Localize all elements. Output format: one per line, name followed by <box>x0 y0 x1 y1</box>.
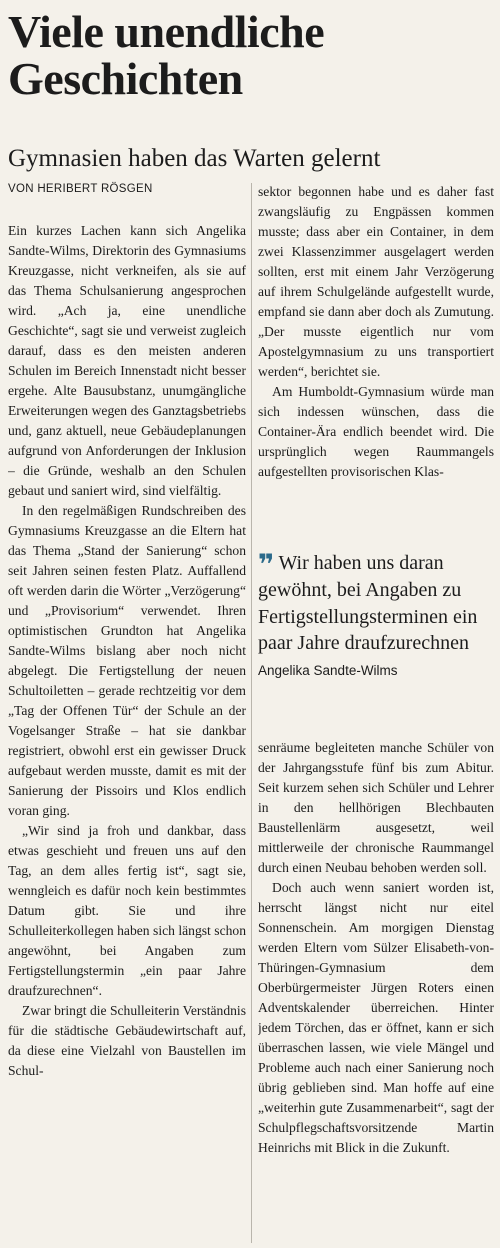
pull-quote-text: Wir haben uns daran gewöhnt, bei Angaben zu Fertigstellungsterminen ein paar Jahre draufzurechnen <box>258 552 478 654</box>
article-column-left <box>8 221 246 1245</box>
article-subhead: Gymnasien haben das Warten gelernt <box>8 145 381 172</box>
pull-quote <box>258 550 494 678</box>
paragraph: Doch auch wenn saniert worden ist, herrscht längst nicht nur eitel Sonnenschein. Am morgigen Dienstag werden Eltern vom Sülzer Elisabeth-von-Thüringen-Gymnasium dem Oberbürgermeister Jürgen Roters einen Adventskalender überreichen. Hinter jedem Törchen, das er öffnet, kann er sich überraschen lassen, wie viele Mängel und Probleme auch nach einer Sanierung noch übrig geblieben sind. Man hoffe auf eine „weiterhin gute Zusammenarbeit“, sagt der Schulpflegschaftsvorsitzende Martin Heinrichs mit Blick in die Zukunft. <box>258 880 494 1155</box>
article-column-right-top <box>258 182 494 528</box>
paragraph: In den regelmäßigen Rundschreiben des Gymnasiums Kreuzgasse an die Eltern hat das Thema „Stand der Sanierung“ schon seit Jahren seinen festen Platz. Auffallend oft werden darin die Wörter „Verzögerung“ und „Provisorium“ verwendet. Ihren optimistischen Grundton hat Angelika Sandte-Wilms bislang aber noch nicht abgelegt. Die Fertigstellung der neuen Schultoiletten – gerade rechtzeitig vor dem „Tag der Offenen Tür“ der Schule an der Vogelsanger Straße – hat sie dankbar registriert, obwohl erst ein gewisser Druck aufgebaut werden musste, damit es mit der Sanierung der Pissoirs und Klos endlich voran ging. <box>8 503 246 818</box>
paragraph: „Wir sind ja froh und dankbar, dass etwas geschieht und freuen uns auf den Tag, an dem alles fertig ist“, sagt sie, wenngleich es dafür noch kein bestimmtes Datum gibt. Sie und ihre Schulleiterkollegen haben sich längst schon angewöhnt, bei Angaben zum Fertigstellungstermin „ein paar Jahre draufzurechnen“. <box>8 823 246 998</box>
column-divider <box>251 183 252 1243</box>
pull-quote-author: Angelika Sandte-Wilms <box>258 662 398 678</box>
paragraph: Ein kurzes Lachen kann sich Angelika Sandte-Wilms, Direktorin des Gymnasiums Kreuzgasse, nicht verkneifen, als sie auf das Thema Schulsanierung angesprochen wird. „Ach ja, eine unendliche Geschichte“, sagt sie und verweist zugleich darauf, dass es den meisten anderen Schulen im Bereich Innenstadt nicht besser ergehe. Alte Bausubstanz, unumgängliche Erweiterungen wegen des Ganztagsbetriebs und, ganz aktuell, neue Gebäudeplanungen aufgrund von Anforderungen der Inklusion – die Gründe, weshalb an den Schulen gebaut und saniert wird, sind vielfältig. <box>8 223 246 498</box>
pull-quote-text-wrapper <box>258 550 494 657</box>
paragraph: Am Humboldt-Gymnasium würde man sich indessen wünschen, dass die Container-Ära endlich beendet wird. Die ursprünglich wegen Raummangels aufgestellten provisorischen Klas- <box>258 384 494 479</box>
paragraph: sektor begonnen habe und es daher fast zwangsläufig zu Engpässen kommen musste; dass aber ein Container, in dem zwei Klassenzimmer ausgelagert werden sollten, erst mit einem Jahr Verzögerung auf ihrem Schulgelände aufgestellt wurde, empfand sie dann aber doch als Zumutung. „Der musste eigentlich nur vom Apostelgymnasium zu uns transportiert werden“, berichtet sie. <box>258 184 494 379</box>
paragraph: senräume begleiteten manche Schüler von der Jahrgangsstufe fünf bis zum Abitur. Seit kurzem sehen sich Schüler und Lehrer in den hellhörigen Blechbauten Baustellenlärm ausgesetzt, weil mittlerweile der chronische Raummangel durch einen Neubau behoben werden soll. <box>258 740 494 875</box>
article-byline: VON HERIBERT RÖSGEN <box>8 183 153 195</box>
quote-mark-icon: ❞ <box>258 548 275 581</box>
paragraph: Zwar bringt die Schulleiterin Verständnis für die städtische Gebäudewirtschaft auf, da diese eine Vielzahl von Baustellen im Schul- <box>8 1003 246 1078</box>
article-headline: Viele unendliche Geschichten <box>8 6 325 104</box>
article-column-right-bottom <box>258 738 494 1244</box>
